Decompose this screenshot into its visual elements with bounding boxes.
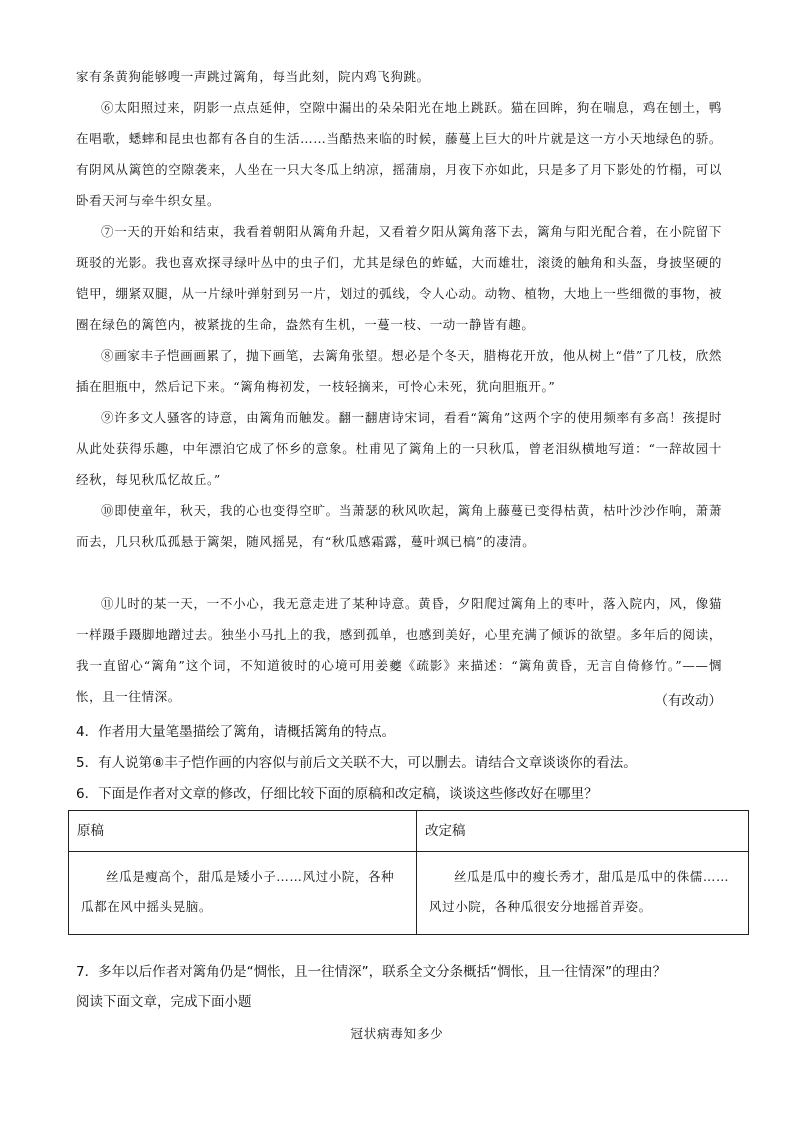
question-7: 7．多年以后作者对篱角仍是“惆怅，且一往情深”，联系全文分条概括“惆怅，且一往情深”的理由？	[76, 964, 667, 980]
next-article-title: 冠状病毒知多少	[350, 1026, 444, 1041]
source-note: （有改动）	[654, 693, 722, 709]
question-4: 4．作者用大量笔墨描绘了篱角，请概括篱角的特点。	[76, 724, 396, 740]
paragraph-6: ⑥太阳照过来，阴影一点点延伸，空隙中漏出的朵朵阳光在地上跳跃。猫在回眸，狗在喘息，鸡在刨土，鸭在唱歌，蟋蟀和昆虫也都有各自的生活……当酷热来临的时候，藤蔓上巨大的叶片就是这一方小天地绿色的骄。有阴风从篱笆的空隙袭来，人坐在一只大冬瓜上纳凉，摇蒲扇，月夜下亦如此，只是多了月下影处的竹榻，可以卧看天河与牵牛织女星。	[76, 100, 722, 208]
paragraph-11: ⑪儿时的某一天，一不小心，我无意走进了某种诗意。黄昏，夕阳爬过篱角上的枣叶，落入院内，风，像猫一样蹑手蹑脚地蹭过去。独坐小马扎上的我，感到孤单，也感到美好，心里充满了倾诉的欲望。多年后的阅读，我一直留心“篱角”这个词，不知道彼时的心境可用姜夔《疏影》来描述：“篱角黄昏，无言自倚修竹。”——惆怅，且一往情深。	[76, 596, 722, 704]
question-6: 6．下面是作者对文章的修改，仔细比较下面的原稿和改定稿，谈谈这些修改好在哪里？	[76, 786, 598, 802]
cell-revised-text: 丝瓜是瓜中的瘦长秀才，甜瓜是瓜中的侏儒……风过小院，各种瓜很安分地摇首弄姿。	[417, 852, 749, 935]
paragraph-8: ⑧画家丰子恺画画累了，抛下画笔，去篱角张望。想必是个冬天，腊梅花开放，他从树上“借”了几枝，欣然插在胆瓶中，然后记下来。“篱角梅初发，一枝轻摘来，可怜心未死，犹向胆瓶开。”	[76, 348, 722, 394]
paragraph-7: ⑦一天的开始和结束，我看着朝阳从篱角升起，又看着夕阳从篱角落下去，篱角与阳光配合着，在小院留下斑驳的光影。我也喜欢探寻绿叶丛中的虫子们，尤其是绿色的蚱蜢，大而雄壮，滚烫的触角和头盔，身披坚硬的铠甲，绷紧双腿，从一片绿叶弹射到另一片，划过的弧线，令人心动。动物、植物，大地上一些细微的事物，被圈在绿色的篱笆内，被紧拢的生命，盎然有生机，一蔓一枝、一动一静皆有趣。	[76, 224, 722, 332]
comparison-table	[68, 810, 749, 935]
question-5: 5．有人说第⑧丰子恺作画的内容似与前后文关联不大，可以删去。请结合文章谈谈你的看法。	[76, 755, 637, 771]
paragraph-continued: 家有条黄狗能够嗖一声跳过篱角，每当此刻，院内鸡飞狗跳。	[76, 69, 430, 84]
header-original: 原稿	[69, 811, 417, 852]
reading-instruction: 阅读下面文章，完成下面小题	[76, 994, 252, 1010]
header-revised: 改定稿	[417, 811, 749, 852]
cell-original-text: 丝瓜是瘦高个，甜瓜是矮小子……风过小院，各种瓜都在风中摇头晃脑。	[69, 852, 417, 935]
paragraph-9: ⑨许多文人骚客的诗意，由篱角而触发。翻一翻唐诗宋词，看看“篱角”这两个字的使用频率有多高！孩提时从此处获得乐趣，中年漂泊它成了怀乡的意象。杜甫见了篱角上的一只秋瓜，曾老泪纵横地写道：“一辞故园十经秋，每见秋瓜忆故丘。”	[76, 410, 722, 487]
paragraph-10: ⑩即使童年，秋天，我的心也变得空旷。当萧瑟的秋风吹起，篱角上藤蔓已变得枯黄，枯叶沙沙作响，萧萧而去，几只秋瓜孤悬于篱架，随风摇晃，有“秋瓜感霜露，蔓叶飒已槁”的凄清。	[76, 503, 722, 549]
